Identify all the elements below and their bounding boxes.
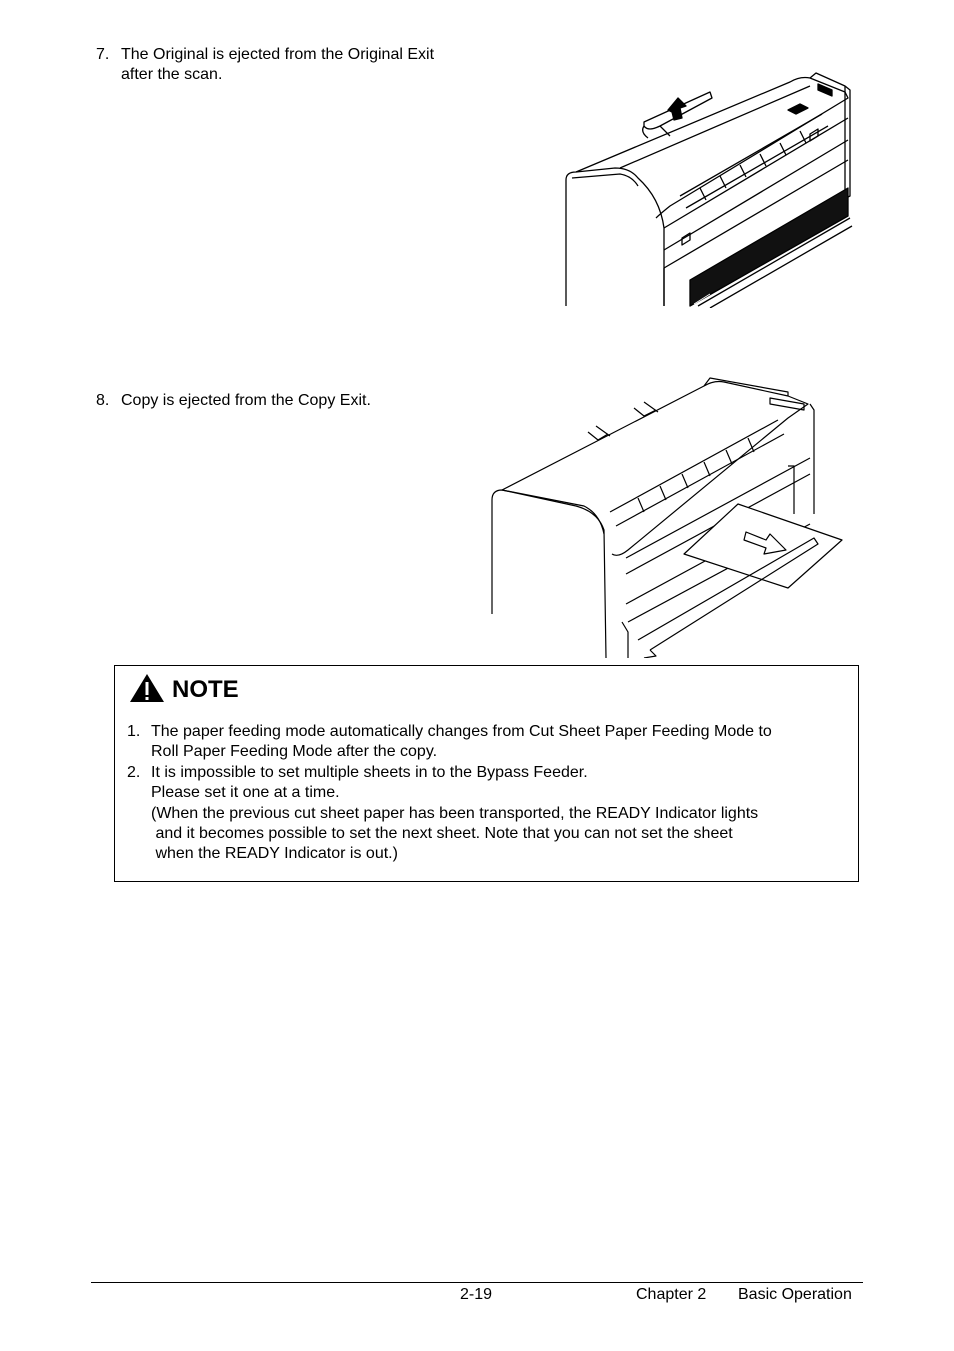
note-item-line: (When the previous cut sheet paper has been transported, the READY Indicator lights — [151, 804, 759, 822]
copy-exit-illustration — [488, 374, 848, 658]
note-item-line: Please set it one at a time. — [151, 784, 340, 802]
note-item-line: when the READY Indicator is out.) — [151, 845, 398, 863]
footer-divider — [91, 1282, 863, 1283]
step-number: 8. — [96, 392, 110, 409]
warning-icon — [129, 673, 165, 703]
note-title: NOTE — [172, 676, 239, 703]
note-box — [114, 665, 859, 882]
step-number: 7. — [96, 46, 110, 63]
note-item-line: The paper feeding mode automatically changes from Cut Sheet Paper Feeding Mode to — [151, 723, 772, 740]
note-item-line: and it becomes possible to set the next sheet. Note that you can not set the sheet — [151, 824, 733, 842]
note-item-line: Roll Paper Feeding Mode after the copy. — [151, 743, 438, 761]
chapter-label: Chapter 2 — [636, 1286, 707, 1303]
note-item-number: 1. — [127, 723, 141, 740]
step-text-line-1: Copy is ejected from the Copy Exit. — [121, 392, 371, 409]
step-text-line-1: The Original is ejected from the Original Exit — [121, 46, 435, 63]
step-text-line-2: after the scan. — [121, 66, 223, 83]
note-item-number: 2. — [127, 764, 141, 781]
section-label: Basic Operation — [738, 1286, 852, 1303]
note-item-line: It is impossible to set multiple sheets in to the Bypass Feeder. — [151, 764, 588, 781]
original-exit-illustration — [560, 68, 855, 308]
page-number: 2-19 — [460, 1286, 493, 1303]
